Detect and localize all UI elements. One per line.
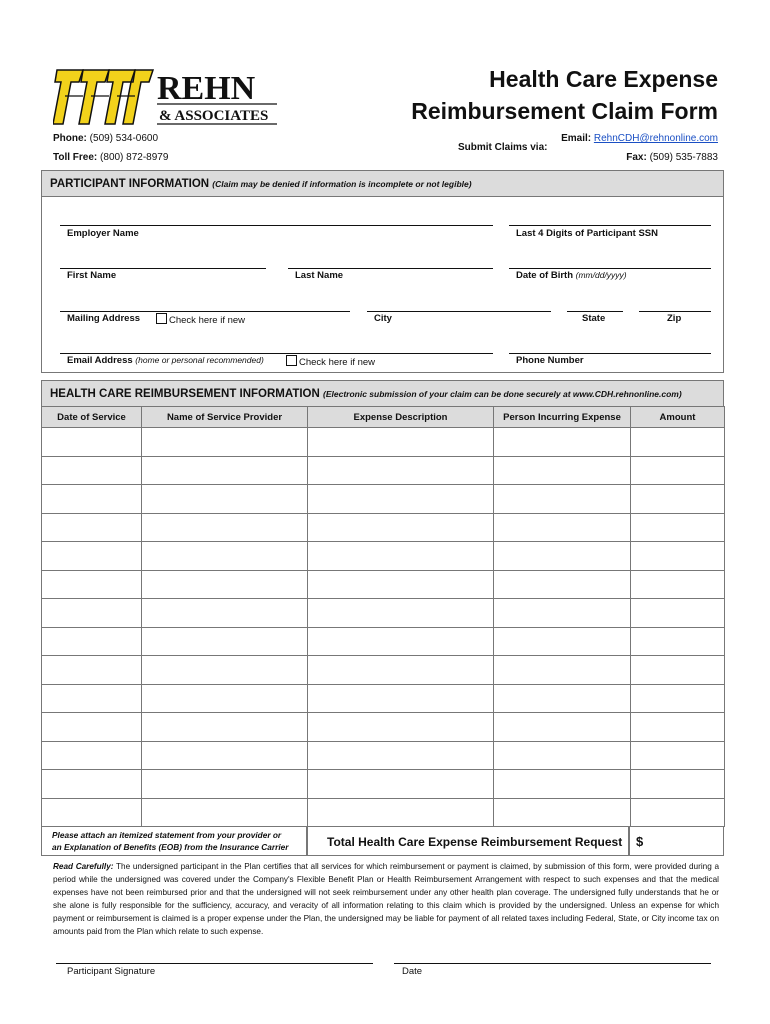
participant-title: PARTICIPANT INFORMATION <box>50 178 210 190</box>
submit-claims-label: Submit Claims via: <box>458 142 548 153</box>
date-of-service-cell[interactable] <box>42 770 142 799</box>
date-of-service-cell[interactable] <box>42 456 142 485</box>
table-row <box>42 599 725 628</box>
participant-subtitle: (Claim may be denied if information is incomplete or not legible) <box>212 179 472 189</box>
dob-hint: (mm/dd/yyyy) <box>575 270 627 280</box>
reimbursement-section <box>41 380 724 407</box>
service-provider-cell[interactable] <box>142 485 308 514</box>
fax-value: (509) 535-7883 <box>649 152 718 163</box>
date-of-service-cell[interactable] <box>42 684 142 713</box>
amount-cell[interactable] <box>631 656 725 685</box>
amount-cell[interactable] <box>631 627 725 656</box>
company-logo <box>53 66 283 128</box>
amount-cell[interactable] <box>631 570 725 599</box>
employer-name-line[interactable] <box>60 225 493 226</box>
mailing-address-label: Mailing Address <box>67 313 141 324</box>
date-of-service-cell[interactable] <box>42 599 142 628</box>
service-provider-cell[interactable] <box>142 770 308 799</box>
first-name-line[interactable] <box>60 268 266 269</box>
fax-label: Fax: <box>626 152 647 163</box>
table-row <box>42 513 725 542</box>
first-name-label: First Name <box>67 270 117 281</box>
city-label: City <box>374 313 392 324</box>
table-row <box>42 428 725 457</box>
col-amount: Amount <box>631 407 725 428</box>
date-of-service-cell[interactable] <box>42 513 142 542</box>
table-row <box>42 798 725 827</box>
expense-description-cell[interactable] <box>308 770 494 799</box>
date-line[interactable] <box>394 963 711 964</box>
table-row <box>42 741 725 770</box>
ssn-label: Last 4 Digits of Participant SSN <box>516 228 658 239</box>
service-provider-cell[interactable] <box>142 542 308 571</box>
form-title-line2: Reimbursement Claim Form <box>411 98 718 124</box>
date-of-service-cell[interactable] <box>42 713 142 742</box>
amount-cell[interactable] <box>631 485 725 514</box>
phone-number-label: Phone Number <box>516 355 584 366</box>
date-of-service-cell[interactable] <box>42 627 142 656</box>
col-person-incurring: Person Incurring Expense <box>494 407 631 428</box>
table-header-row <box>42 407 725 428</box>
expense-description-cell[interactable] <box>308 570 494 599</box>
service-provider-cell[interactable] <box>142 656 308 685</box>
new-address-checkbox[interactable]: Check here if new <box>156 313 245 326</box>
rehn-logo-mark <box>53 66 283 128</box>
table-row <box>42 770 725 799</box>
person-incurring-cell[interactable] <box>494 656 631 685</box>
person-incurring-cell[interactable] <box>494 570 631 599</box>
expense-description-cell[interactable] <box>308 485 494 514</box>
amount-cell[interactable] <box>631 684 725 713</box>
expense-description-cell[interactable] <box>308 513 494 542</box>
person-incurring-cell[interactable] <box>494 456 631 485</box>
table-row <box>42 684 725 713</box>
table-row <box>42 456 725 485</box>
expense-description-cell[interactable] <box>308 428 494 457</box>
amount-cell[interactable] <box>631 542 725 571</box>
tollfree-value: (800) 872-8979 <box>100 152 169 163</box>
reimbursement-section-header <box>42 381 723 407</box>
person-incurring-cell[interactable] <box>494 798 631 827</box>
email-hint: (home or personal recommended) <box>135 355 264 365</box>
attach-note-box <box>41 826 307 856</box>
date-of-service-cell[interactable] <box>42 542 142 571</box>
expense-description-cell[interactable] <box>308 798 494 827</box>
logo-brand-sub: & ASSOCIATES <box>159 108 269 124</box>
currency-symbol: $ <box>636 834 644 849</box>
dob-line[interactable] <box>509 268 711 269</box>
person-incurring-cell[interactable] <box>494 428 631 457</box>
mailing-address-line[interactable] <box>60 311 350 312</box>
attach-note-line1: Please attach an itemized statement from your provider or <box>52 830 282 840</box>
state-label: State <box>582 313 606 324</box>
amount-cell[interactable] <box>631 798 725 827</box>
person-incurring-cell[interactable] <box>494 684 631 713</box>
zip-label: Zip <box>667 313 682 324</box>
date-label: Date <box>402 966 423 977</box>
table-row <box>42 713 725 742</box>
tollfree-info <box>53 152 168 163</box>
service-provider-cell[interactable] <box>142 570 308 599</box>
expense-description-cell[interactable] <box>308 542 494 571</box>
service-provider-cell[interactable] <box>142 798 308 827</box>
expense-description-cell[interactable] <box>308 741 494 770</box>
table-row <box>42 656 725 685</box>
signature-label: Participant Signature <box>67 966 156 977</box>
expense-table <box>41 406 725 827</box>
amount-cell[interactable] <box>631 741 725 770</box>
email-address-line[interactable] <box>60 353 493 354</box>
amount-cell[interactable] <box>631 428 725 457</box>
participant-section-header <box>42 171 723 197</box>
reimbursement-subtitle: (Electronic submission of your claim can be done securely at www.CDH.rehnonline.com) <box>323 389 682 399</box>
expense-description-cell[interactable] <box>308 656 494 685</box>
disclaimer-lead: Read Carefully: <box>53 862 114 871</box>
person-incurring-cell[interactable] <box>494 627 631 656</box>
date-of-service-cell[interactable] <box>42 656 142 685</box>
checkbox-square[interactable] <box>156 313 167 324</box>
amount-cell[interactable] <box>631 770 725 799</box>
person-incurring-cell[interactable] <box>494 513 631 542</box>
new-email-checkbox[interactable]: Check here if new <box>286 355 375 368</box>
email-info <box>561 133 718 144</box>
phone-value: (509) 534-0600 <box>89 133 159 144</box>
person-incurring-cell[interactable] <box>494 542 631 571</box>
total-label-box <box>307 826 629 856</box>
person-incurring-cell[interactable] <box>494 599 631 628</box>
col-service-provider: Name of Service Provider <box>142 407 308 428</box>
service-provider-cell[interactable] <box>142 713 308 742</box>
date-of-service-cell[interactable] <box>42 741 142 770</box>
service-provider-cell[interactable] <box>142 456 308 485</box>
col-date-of-service: Date of Service <box>42 407 142 428</box>
person-incurring-cell[interactable] <box>494 485 631 514</box>
amount-cell[interactable] <box>631 713 725 742</box>
table-row <box>42 542 725 571</box>
service-provider-cell[interactable] <box>142 428 308 457</box>
last-name-line[interactable] <box>288 268 493 269</box>
date-of-service-cell[interactable] <box>42 485 142 514</box>
expense-description-cell[interactable] <box>308 456 494 485</box>
expense-description-cell[interactable] <box>308 713 494 742</box>
table-row <box>42 627 725 656</box>
reimbursement-title: HEALTH CARE REIMBURSEMENT INFORMATION <box>50 388 320 400</box>
amount-cell[interactable] <box>631 599 725 628</box>
form-title-line1: Health Care Expense <box>489 66 718 92</box>
expense-description-cell[interactable] <box>308 627 494 656</box>
person-incurring-cell[interactable] <box>494 770 631 799</box>
date-of-service-cell[interactable] <box>42 428 142 457</box>
service-provider-cell[interactable] <box>142 684 308 713</box>
tollfree-label: Toll Free: <box>53 152 98 163</box>
amount-cell[interactable] <box>631 456 725 485</box>
date-of-service-cell[interactable] <box>42 798 142 827</box>
person-incurring-cell[interactable] <box>494 741 631 770</box>
email-link[interactable]: RehnCDH@rehnonline.com <box>593 133 718 144</box>
phone-info <box>53 133 158 144</box>
state-line[interactable] <box>567 311 623 312</box>
last-name-label: Last Name <box>295 270 344 281</box>
person-incurring-cell[interactable] <box>494 713 631 742</box>
table-row <box>42 485 725 514</box>
attach-note-line2: an Explanation of Benefits (EOB) from the Insurance Carrier <box>52 842 289 852</box>
ssn-line[interactable] <box>509 225 711 226</box>
amount-cell[interactable] <box>631 513 725 542</box>
date-of-service-cell[interactable] <box>42 570 142 599</box>
total-label: Total Health Care Expense Reimbursement Request <box>327 835 623 849</box>
disclaimer-text: The undersigned participant in the Plan certifies that all services for which reimbursement or payment is claimed, by submission of this form, were provided during a period while the undersigned was covered under the Company's Flexible Benefit Plan or Health Reimbursement Arrangement with respect to such expenses and that the medical expenses have not been reimbursed prior and that the undersigned will not seek reimbursement under any other health plan coverage. The undersigned fully understands that he or she alone is fully responsible for the sufficiency, accuracy, and veracity of all information relating to this claim which is provided by the undersigned. Unless an expense for which payment or reimbursement is claimed is a proper expense under the Plan, the undersigned may be liable for payment of all related taxes including Federal, State, or City income tax on amounts paid from the Plan which relate to such expense. <box>53 862 719 936</box>
checkbox-square[interactable] <box>286 355 297 366</box>
phone-label: Phone: <box>53 133 87 144</box>
signature-line[interactable] <box>56 963 373 964</box>
fax-info <box>626 152 718 163</box>
expense-description-cell[interactable] <box>308 684 494 713</box>
phone-number-line[interactable] <box>509 353 711 354</box>
service-provider-cell[interactable] <box>142 627 308 656</box>
expense-description-cell[interactable] <box>308 599 494 628</box>
service-provider-cell[interactable] <box>142 741 308 770</box>
email-address-label: Email Address (home or personal recommended) <box>67 355 264 366</box>
zip-line[interactable] <box>639 311 711 312</box>
city-line[interactable] <box>367 311 551 312</box>
disclaimer-paragraph <box>53 860 719 938</box>
col-expense-description: Expense Description <box>308 407 494 428</box>
employer-name-label: Employer Name <box>67 228 139 239</box>
email-label: Email: <box>561 133 592 144</box>
service-provider-cell[interactable] <box>142 513 308 542</box>
service-provider-cell[interactable] <box>142 599 308 628</box>
dob-label: Date of Birth (mm/dd/yyyy) <box>516 270 627 281</box>
total-amount-field[interactable] <box>629 826 724 856</box>
table-row <box>42 570 725 599</box>
logo-brand-name: REHN <box>157 70 256 107</box>
